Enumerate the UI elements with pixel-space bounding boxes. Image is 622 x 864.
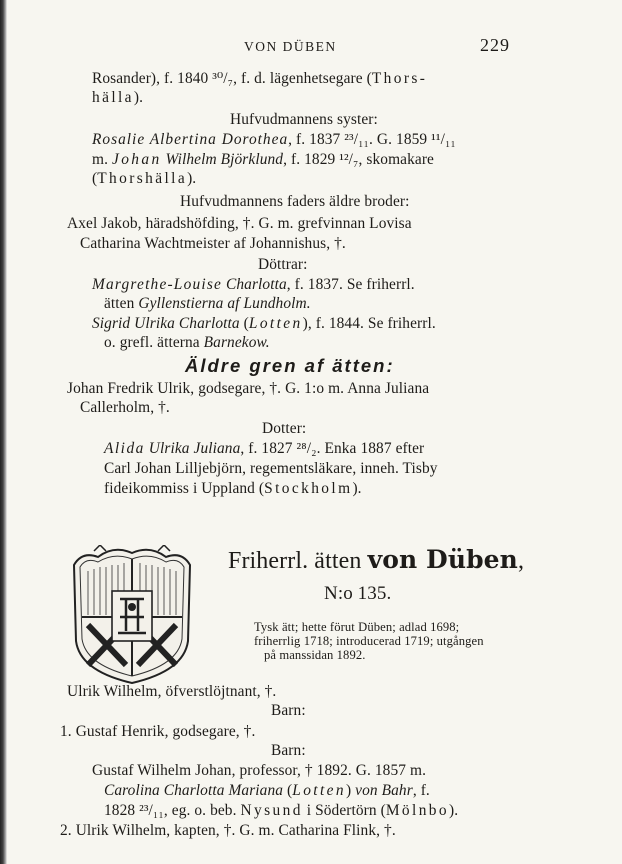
entry-line: Catharina Wachtmeister af Johannishus, †. bbox=[80, 235, 346, 252]
entry-line: Margrethe-Louise Charlotta, f. 1837. Se friherrl. bbox=[92, 276, 415, 293]
subheading-uncle: Hufvudmannens faders äldre broder: bbox=[180, 193, 410, 210]
subheading-daughters: Döttrar: bbox=[258, 256, 308, 273]
entry-line: Alida Ulrika Juliana, f. 1827 ²⁸/₂. Enka 1887 efter bbox=[104, 440, 425, 457]
entry-line: Johan Fredrik Ulrik, godsegare, †. G. 1:o m. Anna Juliana bbox=[67, 380, 430, 397]
entry-line: m. Johan Wilhelm Björklund, f. 1829 ¹²/₇, skomakare bbox=[92, 151, 434, 168]
family-description: på manssidan 1892. bbox=[264, 648, 366, 662]
entry-line: hälla). bbox=[92, 89, 144, 106]
entry-line: ätten Gyllenstierna af Lundholm. bbox=[104, 295, 311, 312]
section-heading: Äldre gren af ätten: bbox=[185, 355, 395, 376]
coat-of-arms-image bbox=[68, 545, 196, 685]
entry-line: Rosander), f. 1840 ³⁰/₇, f. d. lägenhetsegare (Thors- bbox=[92, 70, 428, 87]
entry-line: Axel Jakob, häradshöfding, †. G. m. grefvinnan Lovisa bbox=[67, 215, 412, 232]
family-number: N:o 135. bbox=[324, 583, 392, 604]
entry-line: Sigrid Ulrika Charlotta (Lotten), f. 1844. Se friherrl. bbox=[92, 315, 436, 332]
entry-line: Carolina Charlotta Mariana (Lotten) von Bahr, f. bbox=[104, 782, 430, 799]
subheading-children: Barn: bbox=[271, 702, 306, 719]
family-title: Friherrl. ätten von Düben, bbox=[228, 545, 525, 574]
entry-line: Gustaf Wilhelm Johan, professor, † 1892. G. 1857 m. bbox=[92, 762, 427, 779]
entry-line: Callerholm, †. bbox=[80, 399, 170, 416]
entry-line: 1828 ²³/₁₁, eg. o. beb. Nysund i Södertörn (Mölnbo). bbox=[104, 802, 459, 819]
entry-line: fideikommiss i Uppland (Stockholm). bbox=[104, 480, 362, 497]
family-description: Tysk ätt; hette förut Düben; adlad 1698; bbox=[254, 620, 460, 634]
entry-line: Carl Johan Lilljebjörn, regementsläkare, inneh. Tisby bbox=[104, 460, 438, 477]
running-title: VON DÜBEN bbox=[244, 39, 337, 54]
book-spine-shadow bbox=[0, 0, 7, 864]
entry-line: o. grefl. ätterna Barnekow. bbox=[104, 334, 270, 351]
page-number: 229 bbox=[480, 35, 510, 55]
family-description: friherrlig 1718; introducerad 1719; utgången bbox=[254, 634, 484, 648]
subheading-children: Barn: bbox=[271, 742, 306, 759]
entry-line: 1. Gustaf Henrik, godsegare, †. bbox=[60, 723, 256, 740]
entry-line: Rosalie Albertina Dorothea, f. 1837 ²³/₁₁. G. 1859 ¹¹/₁₁ bbox=[92, 131, 456, 148]
subheading-sister: Hufvudmannens syster: bbox=[230, 111, 378, 128]
subheading-daughter: Dotter: bbox=[262, 420, 307, 437]
entry-line: 2. Ulrik Wilhelm, kapten, †. G. m. Catharina Flink, †. bbox=[60, 822, 396, 839]
entry-line: Ulrik Wilhelm, öfverstlöjtnant, †. bbox=[67, 683, 277, 700]
entry-line: (Thorshälla). bbox=[92, 170, 197, 187]
